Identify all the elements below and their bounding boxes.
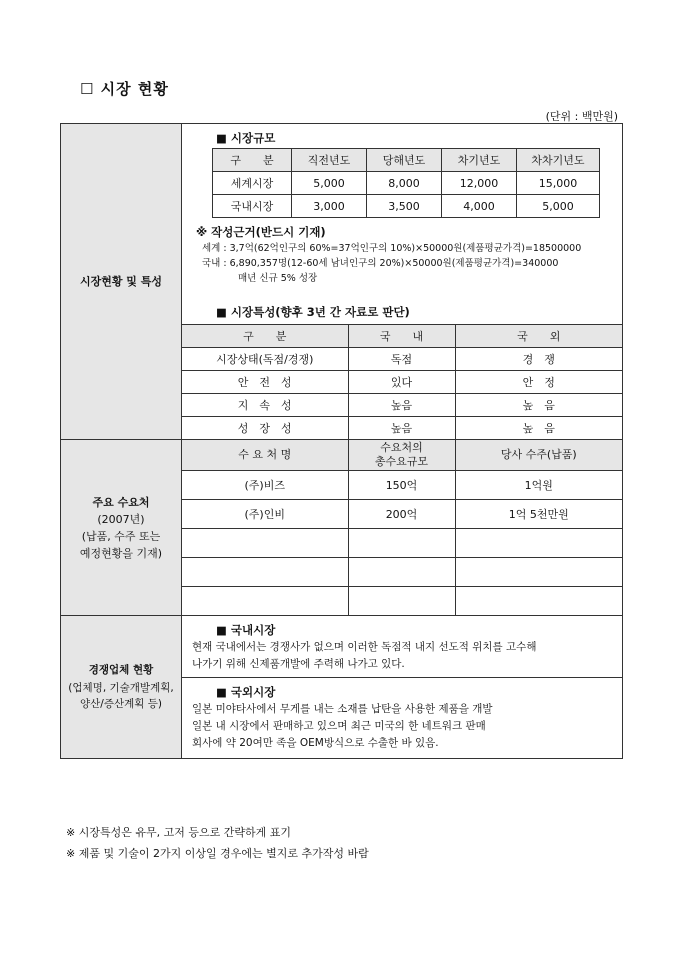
basis-growth: 매년 신규 5% 성장 <box>238 273 318 284</box>
table-row: (주)인비 200억 1억 5천만원 <box>182 500 622 529</box>
market-scale-table <box>212 148 600 218</box>
competitors-section <box>61 616 623 759</box>
domestic-competitors: ■ 국내시장 현재 국내에서는 경쟁사가 없으며 이러한 독점적 내지 선도적 위치를 고수해 나가기 위해 신제품개발에 주력해 나가고 있다. <box>182 616 622 678</box>
overseas-competitors: ■ 국외시장 일본 미야타사에서 무게를 내는 소재를 납탄을 사용한 제품을 개발 일본 내 시장에서 판매하고 있으며 최근 미국의 한 네트워크 판매 회사에 약 20여만 족을 OEM방식으로 수출한 바 있음. <box>192 685 493 749</box>
footnote: ※ 제품 및 기술이 2가지 이상일 경우에는 별지로 추가작성 바람 <box>66 847 369 860</box>
market-status-form <box>60 123 623 759</box>
footnotes <box>66 822 369 864</box>
basis-domestic: 국내 : 6,890,357명(12-60세 남녀인구의 20%)×50000원(제품평균가격)=340000 <box>202 258 559 269</box>
basis-world: 세계 : 3,7억(62억인구의 60%=37억인구의 10%)×50000원(제품평균가격)=18500000 <box>202 243 582 254</box>
market-scale-heading: ■ 시장규모 <box>216 131 276 145</box>
table-row: 안 전 성 있다 안 정 <box>182 371 622 394</box>
market-features-table <box>182 324 622 439</box>
market-section <box>61 124 623 440</box>
footnote: ※ 시장특성은 유무, 고저 등으로 간략하게 표기 <box>66 826 291 839</box>
table-row <box>182 529 622 558</box>
page-title: ☐ 시장 현황 <box>80 80 169 98</box>
competitors-section-label: 경쟁업체 현황 (업체명, 기술개발계획, 양산/증산계획 등) <box>61 616 182 759</box>
table-row: 세계시장 5,000 8,000 12,000 15,000 <box>213 172 600 195</box>
customers-section-label: 주요 수요처 (2007년) (납품, 수주 또는 예정현황을 기재) <box>61 440 182 616</box>
table-row: 지 속 성 높음 높 음 <box>182 394 622 417</box>
market-scale-header-row: 구 분 직전년도 당해년도 차기년도 차차기년도 <box>213 149 600 172</box>
table-row: 국내시장 3,000 3,500 4,000 5,000 <box>213 195 600 218</box>
customers-table <box>182 440 622 615</box>
table-row <box>182 587 622 616</box>
customers-header-row: 수 요 처 명 수요처의 총수요규모 당사 수주(납품) <box>182 440 622 471</box>
table-row <box>182 558 622 587</box>
features-heading: ■ 시장특성(향후 3년 간 자료로 판단) <box>216 305 410 319</box>
features-header-row: 구 분 국 내 국 외 <box>182 325 622 348</box>
table-row: 시장상태(독점/경쟁) 독점 경 쟁 <box>182 348 622 371</box>
table-row: (주)비즈 150억 1억원 <box>182 471 622 500</box>
basis-heading: ※ 작성근거(반드시 기재) <box>196 225 326 239</box>
table-row: 성 장 성 높음 높 음 <box>182 417 622 440</box>
market-section-label: 시장현황 및 특성 <box>61 124 182 440</box>
unit-label: (단위 : 백만원) <box>545 110 618 123</box>
customers-section <box>61 440 623 616</box>
